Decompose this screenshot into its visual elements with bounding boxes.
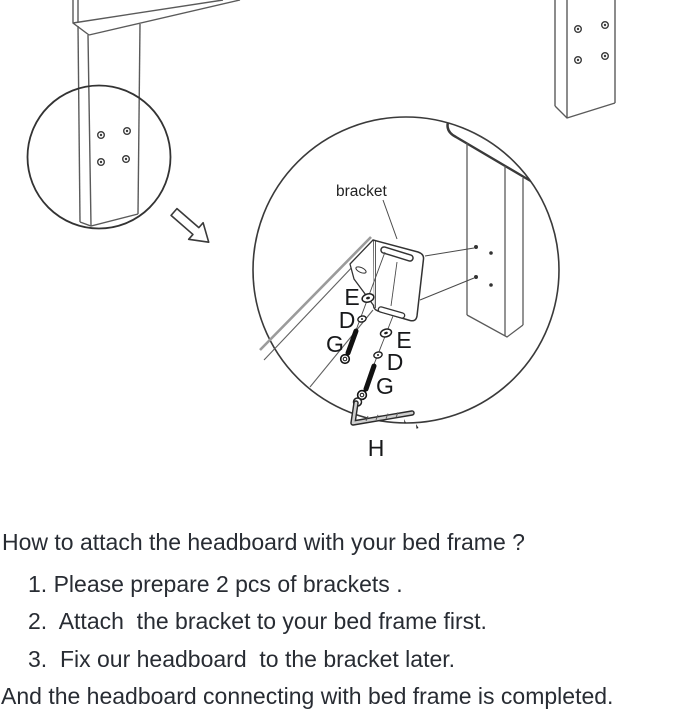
bracket-callout-text: bracket — [336, 183, 387, 200]
label-g2: G — [376, 373, 394, 399]
instruction-step-2: 2. Attach the bracket to your bed frame first. — [28, 608, 487, 634]
label-e2: E — [396, 327, 412, 353]
instructions-heading: How to attach the headboard with your bed frame ? — [2, 529, 525, 555]
instructions-footer: And the headboard connecting with bed frame is completed. — [1, 683, 614, 709]
magnifier-circle-small — [28, 86, 171, 229]
headboard-leg — [73, 0, 240, 226]
instruction-step-1: 1. Please prepare 2 pcs of brackets . — [28, 571, 403, 597]
label-d2: D — [386, 349, 404, 375]
instruction-step-3: 3. Fix our headboard to the bracket later. — [28, 646, 456, 672]
label-d1: D — [338, 307, 356, 333]
leg-bolt-holes — [98, 128, 131, 166]
zoom-arrow-icon — [167, 204, 216, 251]
label-g1: G — [326, 331, 344, 357]
label-h: H — [367, 435, 385, 461]
label-e1: E — [344, 284, 360, 310]
post-bolt-holes — [575, 22, 609, 64]
